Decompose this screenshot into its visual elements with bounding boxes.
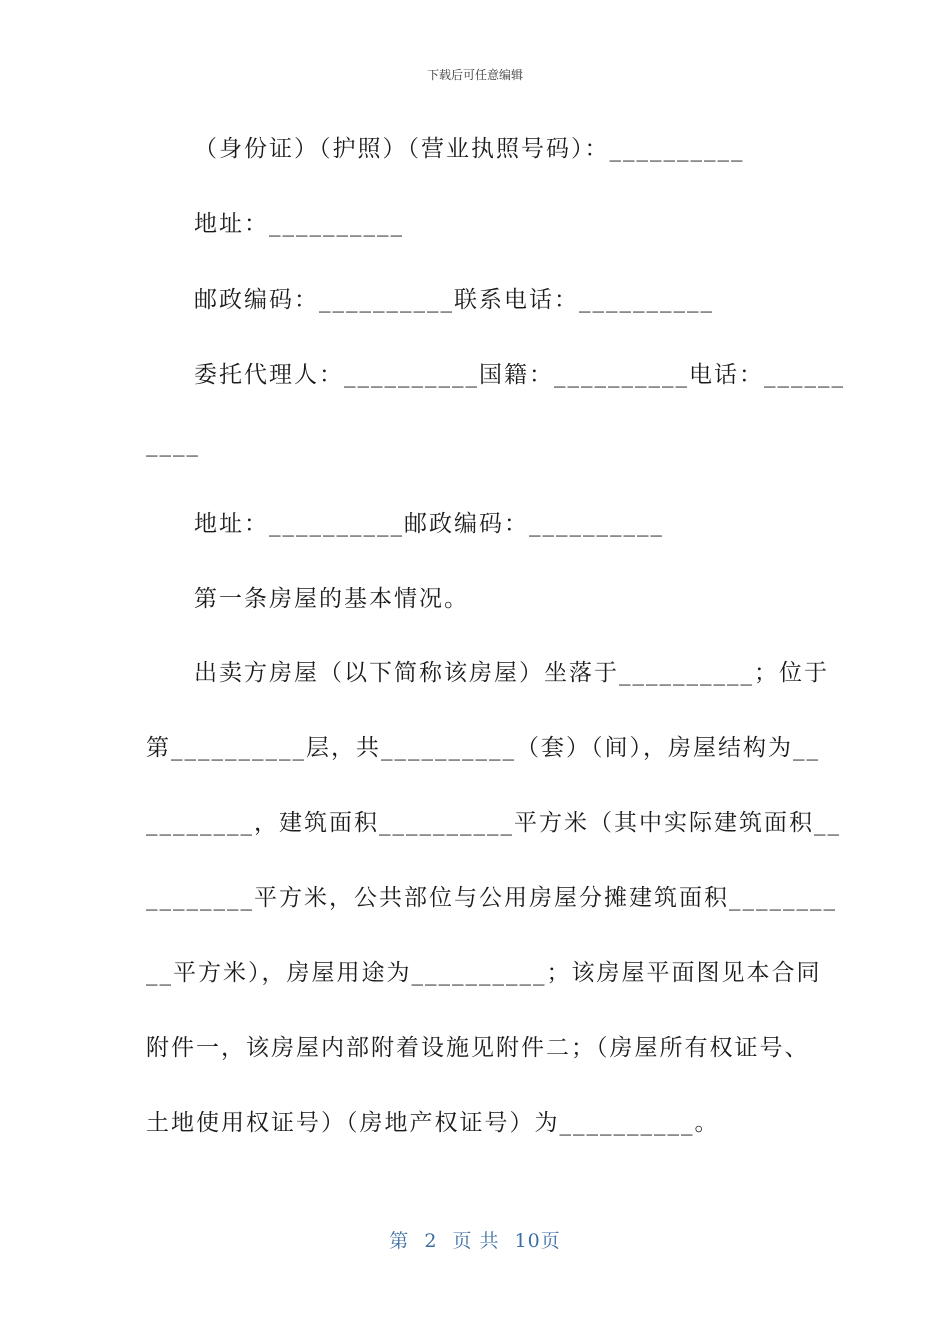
address-line: 地址：__________ xyxy=(194,211,404,237)
agent-line-continuation: ____ xyxy=(146,431,200,457)
property-shared-area-line: ________平方米，公共部位与公用房屋分摊建筑面积________ xyxy=(146,885,837,911)
page-header-note: 下载后可任意编辑 xyxy=(426,68,523,82)
property-attachment-line: 附件一，该房屋内部附着设施见附件二；（房屋所有权证号、 xyxy=(146,1035,810,1061)
property-area-line: ________，建筑面积__________平方米（其中实际建筑面积__ xyxy=(146,810,841,836)
footer-page-total: 10页 xyxy=(514,1230,561,1252)
footer-page-prefix: 第 xyxy=(389,1230,410,1252)
property-certificate-line: 土地使用权证号）（房地产权证号）为__________。 xyxy=(146,1110,720,1136)
agent-line: 委托代理人：__________国籍：__________电话：______ xyxy=(194,362,845,388)
property-location-line: 出卖方房屋（以下简称该房屋）坐落于__________；位于 xyxy=(194,660,829,686)
article-one-heading: 第一条房屋的基本情况。 xyxy=(194,586,469,612)
id-number-line: （身份证）（护照）（营业执照号码）：__________ xyxy=(194,136,745,162)
footer-page-number: 2 xyxy=(424,1230,438,1252)
agent-address-line: 地址：__________邮政编码：__________ xyxy=(194,511,664,537)
footer-page-mid: 页 共 xyxy=(452,1230,500,1252)
page-footer xyxy=(0,1226,950,1253)
property-usage-line: __平方米），房屋用途为__________；该房屋平面图见本合同 xyxy=(146,960,822,986)
postal-phone-line: 邮政编码：__________联系电话：__________ xyxy=(194,287,714,313)
property-floor-line: 第__________层，共__________（套）（间），房屋结构为__ xyxy=(146,735,820,761)
